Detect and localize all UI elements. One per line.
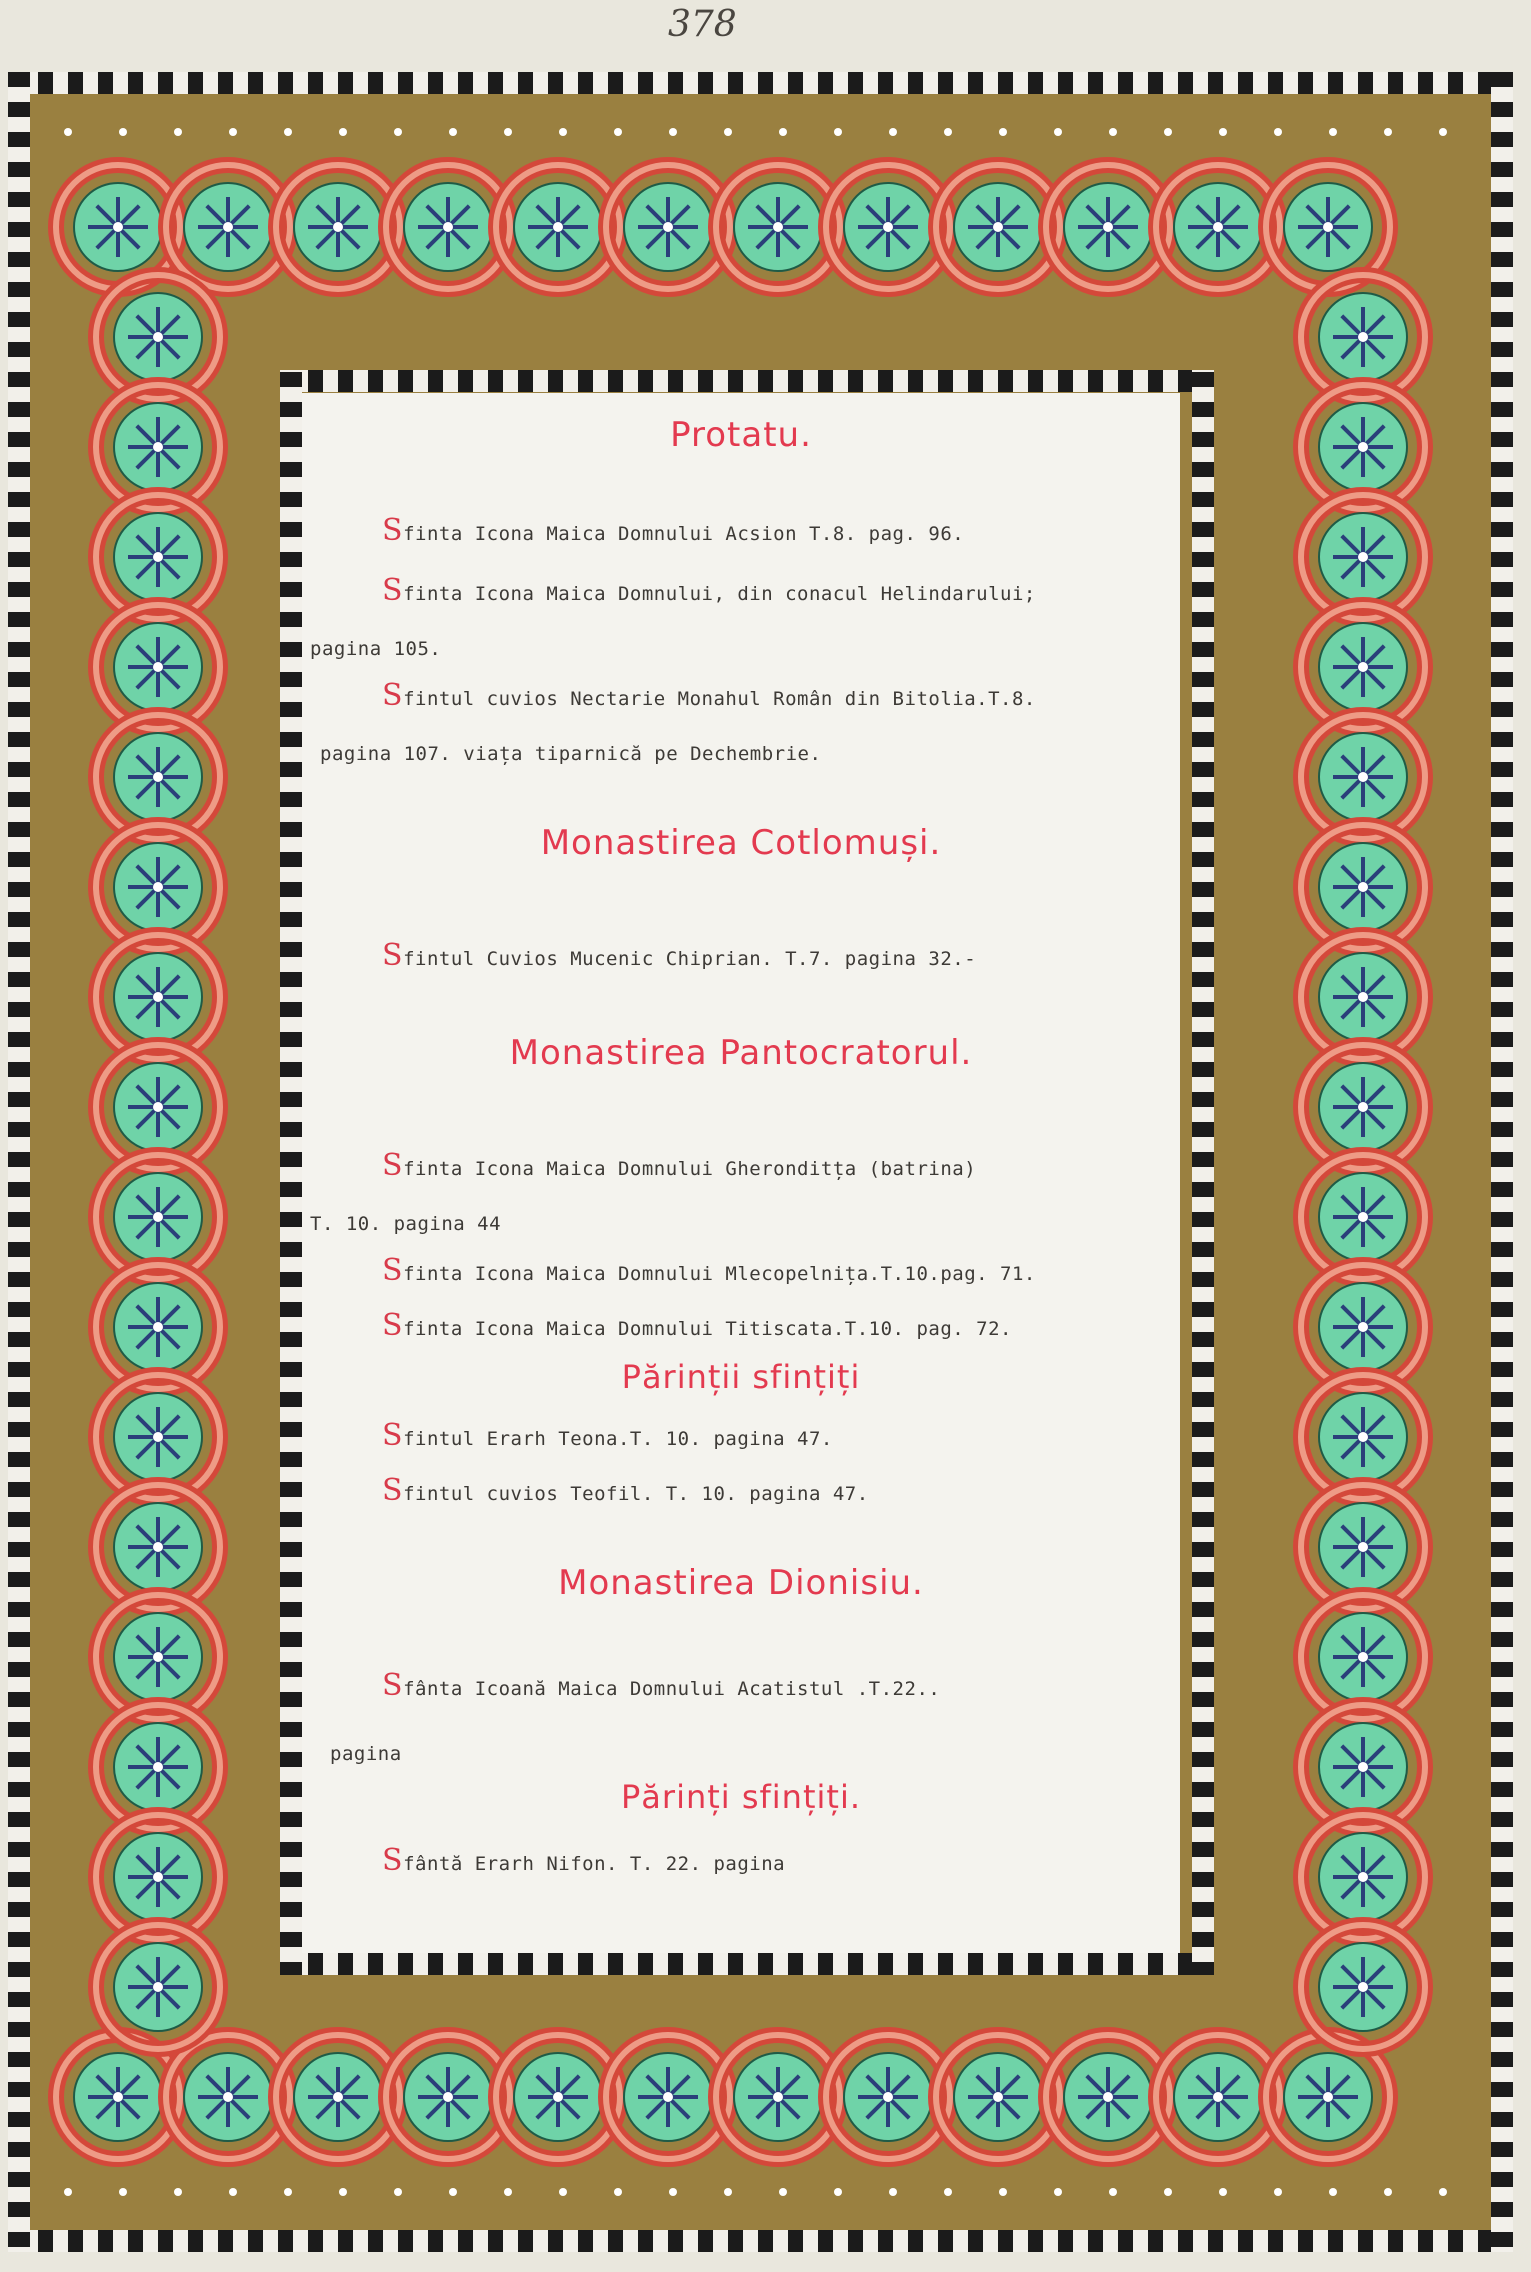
entry-line: [382, 1668, 940, 1703]
entry-text: fintul Erarh Teona.T. 10. pagina 47.: [403, 1428, 833, 1450]
entry-text: finta Icona Maica Domnului Gheronditța (batrina): [403, 1158, 977, 1180]
section-heading: Protatu.: [670, 415, 812, 455]
entry-text: finta Icona Maica Domnului, din conacul Helindarului;: [403, 583, 1036, 605]
initial-letter: S: [382, 1253, 404, 1288]
text-panel: [302, 393, 1180, 1953]
entry-text: finta Icona Maica Domnului Mlecopelnița.T.10.pag. 71.: [403, 1263, 1036, 1285]
section-heading: Monastirea Pantocratorul.: [509, 1033, 973, 1073]
entry-line: [382, 1253, 1036, 1288]
entry-text: finta Icona Maica Domnului Titiscata.T.10. pag. 72.: [403, 1318, 1012, 1340]
initial-letter: S: [382, 938, 404, 973]
section-heading: Monastirea Cotlomuși.: [540, 823, 942, 863]
entry-line: [382, 1473, 869, 1508]
entry-text: fânta Icoană Maica Domnului Acatistul .T.22..: [403, 1678, 941, 1700]
entry-line: [382, 1418, 833, 1453]
entry-line: [382, 1148, 976, 1183]
page-number: 378: [668, 4, 737, 45]
initial-letter: S: [382, 1843, 404, 1878]
entry-line: [382, 938, 976, 973]
initial-letter: S: [382, 1473, 404, 1508]
entry-text: fintul cuvios Nectarie Monahul Român din Bitolia.T.8.: [403, 688, 1036, 710]
entry-text: fintul cuvios Teofil. T. 10. pagina 47.: [403, 1483, 869, 1505]
entry-line: [382, 1308, 1012, 1343]
initial-letter: S: [382, 1148, 404, 1183]
entry-text: fintul Cuvios Mucenic Chiprian. T.7. pagina 32.-: [403, 948, 977, 970]
initial-letter: S: [382, 513, 404, 548]
initial-letter: S: [382, 1668, 404, 1703]
entry-line: [382, 513, 964, 548]
entry-continuation: T. 10. pagina 44: [310, 1213, 502, 1235]
initial-letter: S: [382, 1418, 404, 1453]
initial-letter: S: [382, 573, 404, 608]
entry-line: [382, 1843, 785, 1878]
entry-continuation: pagina: [330, 1743, 402, 1765]
section-heading: Părinții sfințiți: [621, 1358, 861, 1396]
initial-letter: S: [382, 1308, 404, 1343]
initial-letter: S: [382, 678, 404, 713]
entry-text: fântă Erarh Nifon. T. 22. pagina: [403, 1853, 786, 1875]
entry-continuation: pagina 107. viața tiparnică pe Dechembrie.: [320, 743, 822, 765]
section-heading: Monastirea Dionisiu.: [558, 1563, 924, 1603]
entry-line: [382, 573, 1036, 608]
entry-text: finta Icona Maica Domnului Acsion T.8. pag. 96.: [403, 523, 965, 545]
entry-continuation: pagina 105.: [310, 638, 442, 660]
entry-line: [382, 678, 1036, 713]
section-heading: Părinți sfințiți.: [621, 1778, 861, 1816]
